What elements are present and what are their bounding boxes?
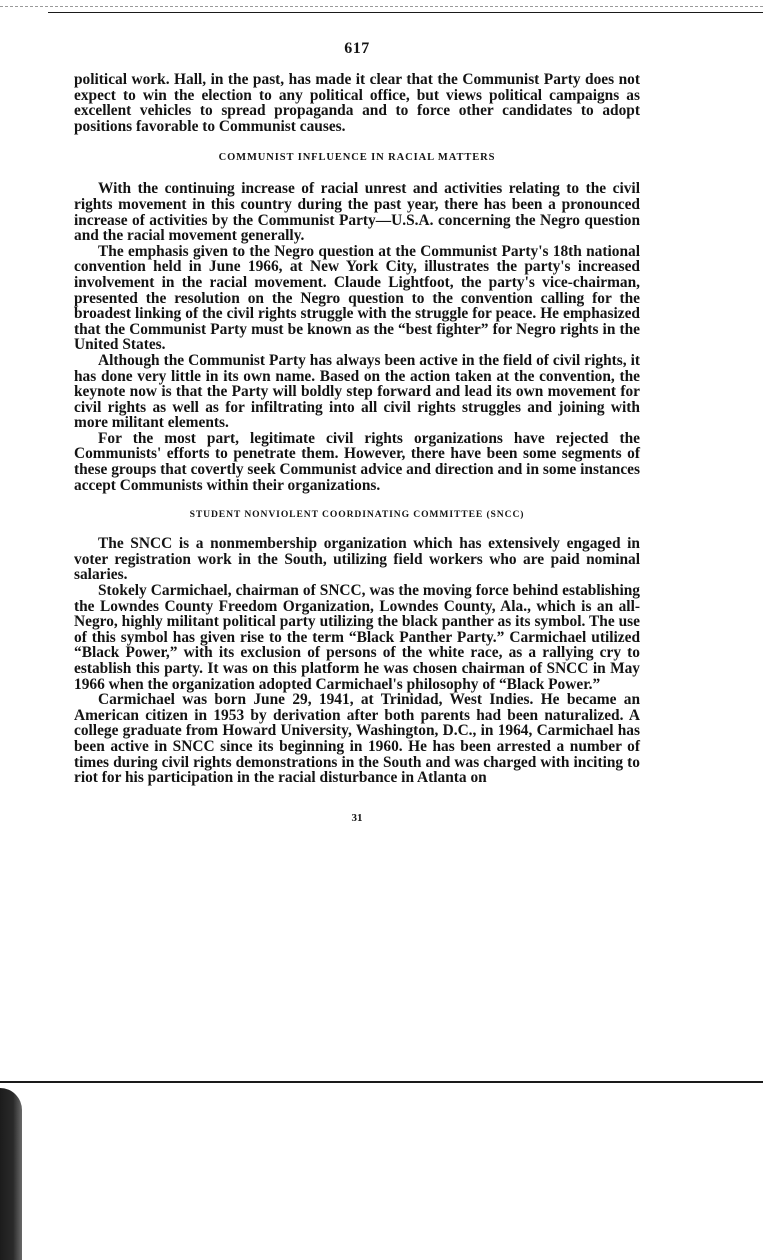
paragraph: Stokely Carmichael, chairman of SNCC, was the moving force behind establishing the Lowndes County Freedom Organization, Lowndes County, Ala., which is an all-Negro, highly militant political party utilizing the black panther as its symbol. The use of this symbol has given rise to the term “Black Panther Party.” Carmichael utilized “Black Power,” with its exclusion of persons of the white race, as a rallying cry to establish this party. It was on this platform he was chosen chairman of SNCC in May 1966 when the organization adopted Carmichael's philosophy of “Black Power.” [74,582,640,693]
intro-paragraph: political work. Hall, in the past, has made it clear that the Communist Party does not expect to win the election to any political office, but views political campaigns as excellent vehicles to spread propaganda and to force other candidates to adopt positions favorable to Communist causes. [74,71,640,135]
section-heading-communist-influence: COMMUNIST INFLUENCE IN RACIAL MATTERS [218,152,496,164]
scan-corner-shadow [0,1088,22,1260]
paragraph: The emphasis given to the Negro question at the Communist Party's 18th national convention held in June 1966, at New York City, illustrates the party's increased involvement in the racial movement. Claude Lightfoot, the party's vice-chairman, presented the resolution on the Negro question to the convention calling for the broadest linking of the civil rights struggle with the struggle for peace. He emphasized that the Communist Party must be known as the “best fighter” for Negro rights in the United States. [74,242,640,354]
paragraph: Carmichael was born June 29, 1941, at Trinidad, West Indies. He became an American citizen in 1953 by derivation after both parents had been naturalized. A college graduate from Howard University, Washington, D.C., in 1964, Carmichael has been active in SNCC since its beginning in 1960. He has been arrested a number of times during civil rights demonstrations in the South and was charged with inciting to riot for his participation in the racial disturbance in Atlanta on [74,691,640,787]
folio-number: 31 [351,811,363,824]
page-number: 617 [344,40,370,57]
scan-top-edge [0,0,763,7]
section-heading-sncc: STUDENT NONVIOLENT COORDINATING COMMITTEE (SNCC) [189,509,525,521]
bottom-rule-line [0,1081,763,1083]
paragraph: With the continuing increase of racial unrest and activities relating to the civil rights movement in this country during the past year, there has been a pronounced increase of activities by the Communist Party—U.S.A. concerning the Negro question and the racial movement generally. [74,180,640,245]
paragraph: The SNCC is a nonmembership organization which has extensively engaged in voter registration work in the South, utilizing field workers who are paid nominal salaries. [74,535,640,584]
paragraph: Although the Communist Party has always been active in the field of civil rights, it has done very little in its own name. Based on the action taken at the convention, the keynote now is that the Party will boldly step forward and lead its own movement for civil rights as well as for infiltrating into all civil rights struggles and joining with more militant elements. [74,351,640,432]
paragraph: For the most part, legitimate civil rights organizations have rejected the Communists' efforts to penetrate them. However, there have been some segments of these groups that covertly seek Communist advice and direction and in some instances accept Communists within their organizations. [74,429,640,494]
top-rule-line [48,12,763,13]
document-page [74,28,640,824]
